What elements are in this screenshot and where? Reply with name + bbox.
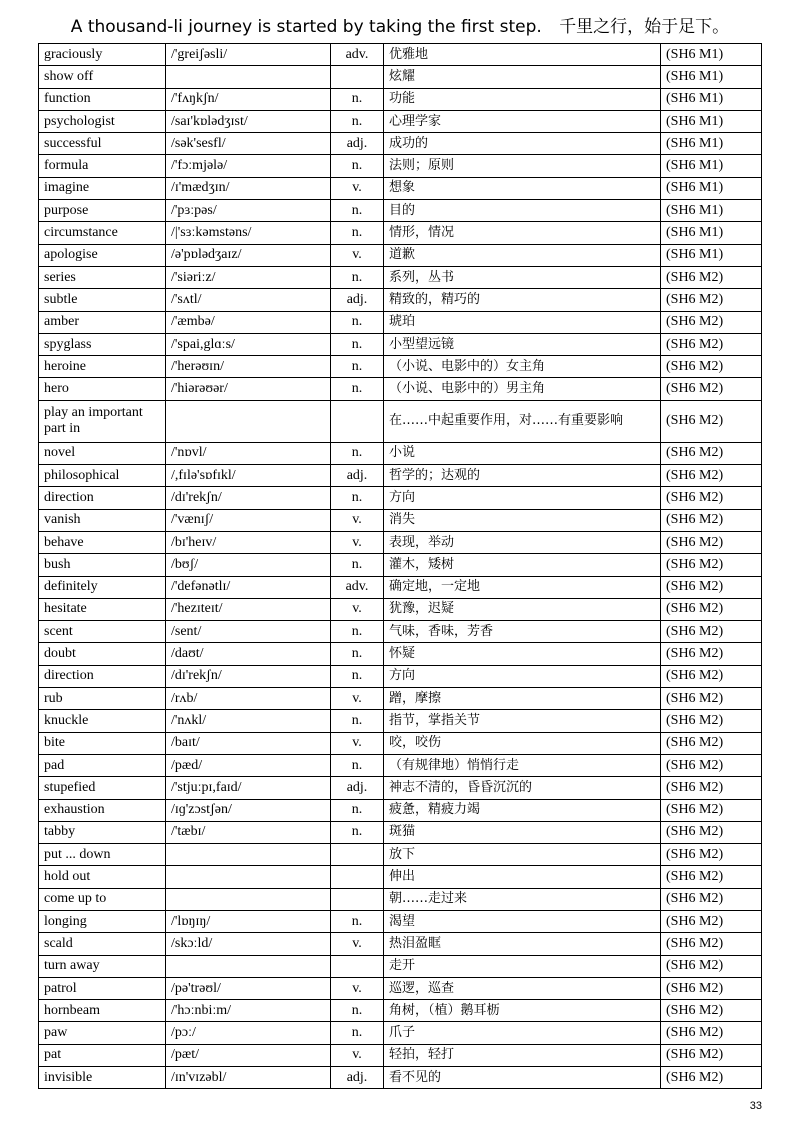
vocab-part-of-speech [331,400,384,442]
vocab-phonetic: /ɪɡ'zɔstʃən/ [166,799,331,821]
vocab-part-of-speech: n. [331,754,384,776]
vocab-unit: (SH6 M2) [661,977,762,999]
vocab-word: paw [39,1022,166,1044]
vocab-unit: (SH6 M2) [661,509,762,531]
vocab-meaning: 巡逻，巡查 [384,977,661,999]
vocab-unit: (SH6 M2) [661,266,762,288]
vocab-word: hornbeam [39,1000,166,1022]
table-row [39,665,762,687]
vocab-meaning: 指节，掌指关节 [384,710,661,732]
table-row [39,554,762,576]
vocab-unit: (SH6 M2) [661,289,762,311]
vocab-phonetic: /'siəriːz/ [166,266,331,288]
table-row [39,576,762,598]
table-row [39,866,762,888]
vocab-meaning: （小说、电影中的）男主角 [384,378,661,400]
vocab-phonetic [166,400,331,442]
vocab-phonetic: /'hiərəʊər/ [166,378,331,400]
vocab-phonetic: /pɔː/ [166,1022,331,1044]
vocab-unit: (SH6 M2) [661,910,762,932]
vocab-unit: (SH6 M2) [661,400,762,442]
vocab-word: rub [39,688,166,710]
table-row [39,110,762,132]
vocab-meaning: （小说、电影中的）女主角 [384,356,661,378]
vocab-part-of-speech: n. [331,110,384,132]
vocabulary-table-body [39,44,762,1089]
vocab-meaning: 小型望远镜 [384,333,661,355]
vocab-part-of-speech: n. [331,643,384,665]
vocab-word: function [39,88,166,110]
table-row [39,66,762,88]
vocab-meaning: 系列，丛书 [384,266,661,288]
vocab-part-of-speech: n. [331,487,384,509]
vocab-word: turn away [39,955,166,977]
vocab-meaning: 角树，（植）鹅耳枥 [384,1000,661,1022]
vocab-word: patrol [39,977,166,999]
vocab-unit: (SH6 M2) [661,1022,762,1044]
vocab-unit: (SH6 M2) [661,844,762,866]
vocab-phonetic: /dɪ'rekʃn/ [166,487,331,509]
table-row [39,509,762,531]
header-proverb-english: A thousand-li journey is started by taking the first step. [70,17,542,37]
vocab-part-of-speech: n. [331,311,384,333]
vocab-phonetic: /'fʌŋkʃn/ [166,88,331,110]
vocab-word: series [39,266,166,288]
vocab-unit: (SH6 M2) [661,554,762,576]
vocab-part-of-speech: v. [331,598,384,620]
vocab-word: direction [39,487,166,509]
vocab-phonetic: /'tæbɪ/ [166,821,331,843]
vocab-phonetic: /'sʌtl/ [166,289,331,311]
vocab-phonetic: /skɔːld/ [166,933,331,955]
table-row [39,621,762,643]
vocab-unit: (SH6 M2) [661,576,762,598]
vocab-part-of-speech: adj. [331,289,384,311]
table-row [39,955,762,977]
vocab-unit: (SH6 M2) [661,465,762,487]
vocab-part-of-speech: adj. [331,465,384,487]
vocab-word: tabby [39,821,166,843]
vocab-meaning: 想象 [384,177,661,199]
vocab-word: amber [39,311,166,333]
vocab-word: definitely [39,576,166,598]
vocab-meaning: 犹豫，迟疑 [384,598,661,620]
vocab-unit: (SH6 M2) [661,888,762,910]
table-row [39,311,762,333]
vocab-phonetic [166,844,331,866]
vocab-phonetic: /'æmbə/ [166,311,331,333]
vocab-word: graciously [39,44,166,66]
vocab-word: hero [39,378,166,400]
vocab-phonetic: /|'sɜːkəmstəns/ [166,222,331,244]
vocab-meaning: 功能 [384,88,661,110]
vocab-word: pad [39,754,166,776]
vocab-word: subtle [39,289,166,311]
table-row [39,777,762,799]
vocab-unit: (SH6 M2) [661,732,762,754]
vocab-word: put ... down [39,844,166,866]
vocab-unit: (SH6 M1) [661,200,762,222]
table-row [39,821,762,843]
vocab-unit: (SH6 M2) [661,531,762,553]
vocab-word: longing [39,910,166,932]
vocab-word: come up to [39,888,166,910]
vocab-unit: (SH6 M1) [661,244,762,266]
vocab-part-of-speech [331,866,384,888]
vocab-word: stupefied [39,777,166,799]
vocab-unit: (SH6 M2) [661,356,762,378]
vocab-part-of-speech: v. [331,1044,384,1066]
vocab-unit: (SH6 M2) [661,777,762,799]
vocab-unit: (SH6 M1) [661,177,762,199]
vocab-meaning: 成功的 [384,133,661,155]
vocab-phonetic: /'vænɪʃ/ [166,509,331,531]
vocab-phonetic: /sent/ [166,621,331,643]
table-row [39,1022,762,1044]
vocab-unit: (SH6 M2) [661,1000,762,1022]
vocab-unit: (SH6 M2) [661,442,762,464]
vocab-meaning: 疲惫，精疲力竭 [384,799,661,821]
vocab-part-of-speech: n. [331,821,384,843]
vocab-phonetic: /'spai,glɑːs/ [166,333,331,355]
vocab-meaning: 看不见的 [384,1067,661,1089]
vocab-phonetic: /pə'trəʊl/ [166,977,331,999]
table-row [39,933,762,955]
vocab-word: show off [39,66,166,88]
table-row [39,155,762,177]
table-row [39,598,762,620]
table-row [39,356,762,378]
vocabulary-table [38,43,762,1089]
vocab-part-of-speech: n. [331,554,384,576]
vocab-part-of-speech: n. [331,222,384,244]
vocab-part-of-speech [331,844,384,866]
vocab-part-of-speech: v. [331,933,384,955]
vocab-meaning: 心理学家 [384,110,661,132]
table-row [39,977,762,999]
table-row [39,910,762,932]
table-row [39,133,762,155]
vocab-meaning: 情形，情况 [384,222,661,244]
vocab-word: direction [39,665,166,687]
vocab-unit: (SH6 M2) [661,754,762,776]
table-row [39,88,762,110]
table-row [39,1067,762,1089]
vocab-phonetic: /saɪ'kɒlədʒɪst/ [166,110,331,132]
table-row [39,531,762,553]
vocab-unit: (SH6 M1) [661,222,762,244]
vocab-meaning: 渴望 [384,910,661,932]
vocab-part-of-speech: adj. [331,133,384,155]
vocab-word: heroine [39,356,166,378]
vocab-word: knuckle [39,710,166,732]
vocab-word: philosophical [39,465,166,487]
vocab-part-of-speech: n. [331,1000,384,1022]
vocab-unit: (SH6 M1) [661,88,762,110]
vocab-word: psychologist [39,110,166,132]
table-row [39,442,762,464]
vocab-meaning: 表现，举动 [384,531,661,553]
vocab-part-of-speech: v. [331,977,384,999]
vocab-part-of-speech: n. [331,155,384,177]
vocab-meaning: 目的 [384,200,661,222]
vocab-unit: (SH6 M2) [661,643,762,665]
vocab-unit: (SH6 M1) [661,110,762,132]
vocab-part-of-speech: n. [331,710,384,732]
table-row [39,1000,762,1022]
table-row [39,465,762,487]
vocab-meaning: 方向 [384,487,661,509]
vocab-part-of-speech: adv. [331,576,384,598]
vocab-unit: (SH6 M2) [661,378,762,400]
vocab-word: exhaustion [39,799,166,821]
vocab-word: novel [39,442,166,464]
vocabulary-table-wrapper [38,43,762,1089]
vocab-meaning: 爪子 [384,1022,661,1044]
table-row [39,799,762,821]
vocab-meaning: 伸出 [384,866,661,888]
vocab-meaning: 走开 [384,955,661,977]
vocab-unit: (SH6 M2) [661,866,762,888]
vocab-phonetic: /bɪ'heɪv/ [166,531,331,553]
vocab-phonetic: /'defənətlɪ/ [166,576,331,598]
vocab-phonetic: /ɪ'mædʒɪn/ [166,177,331,199]
vocab-phonetic: /'hɔːnbiːm/ [166,1000,331,1022]
table-row [39,44,762,66]
vocab-meaning: 神志不清的，昏昏沉沉的 [384,777,661,799]
vocab-meaning: 朝……走过来 [384,888,661,910]
vocab-meaning: （有规律地）悄悄行走 [384,754,661,776]
table-row [39,222,762,244]
vocab-unit: (SH6 M1) [661,44,762,66]
vocab-meaning: 消失 [384,509,661,531]
vocab-word: hold out [39,866,166,888]
vocab-phonetic [166,66,331,88]
vocab-part-of-speech: v. [331,732,384,754]
vocab-unit: (SH6 M2) [661,598,762,620]
vocab-meaning: 小说 [384,442,661,464]
vocab-word: imagine [39,177,166,199]
table-row [39,400,762,442]
vocab-part-of-speech: n. [331,1022,384,1044]
vocab-phonetic: /'lɒŋɪŋ/ [166,910,331,932]
vocab-part-of-speech: n. [331,266,384,288]
table-row [39,754,762,776]
vocab-word: vanish [39,509,166,531]
vocab-unit: (SH6 M2) [661,665,762,687]
vocab-part-of-speech: n. [331,200,384,222]
vocab-meaning: 在……中起重要作用，对……有重要影响 [384,400,661,442]
vocab-part-of-speech: v. [331,177,384,199]
vocab-phonetic: /bʊʃ/ [166,554,331,576]
vocab-phonetic: /,fɪlə'sɒfɪkl/ [166,465,331,487]
vocab-meaning: 精致的，精巧的 [384,289,661,311]
vocab-unit: (SH6 M2) [661,333,762,355]
vocab-unit: (SH6 M2) [661,933,762,955]
vocab-meaning: 道歉 [384,244,661,266]
table-row [39,710,762,732]
table-row [39,487,762,509]
vocab-phonetic: /baɪt/ [166,732,331,754]
vocab-part-of-speech [331,888,384,910]
vocab-unit: (SH6 M2) [661,821,762,843]
vocab-phonetic [166,866,331,888]
vocab-word: scald [39,933,166,955]
vocab-phonetic: /dɪ'rekʃn/ [166,665,331,687]
vocab-meaning: 咬，咬伤 [384,732,661,754]
vocab-word: spyglass [39,333,166,355]
vocab-phonetic: /'pɜːpəs/ [166,200,331,222]
table-row [39,378,762,400]
vocab-unit: (SH6 M2) [661,955,762,977]
vocab-unit: (SH6 M2) [661,621,762,643]
vocab-part-of-speech: n. [331,356,384,378]
vocab-phonetic: /sək'sesfl/ [166,133,331,155]
vocab-part-of-speech: n. [331,88,384,110]
vocab-word: behave [39,531,166,553]
vocab-phonetic: /'nɒvl/ [166,442,331,464]
vocab-part-of-speech: n. [331,799,384,821]
header-proverb-chinese: 千里之行，始于足下。 [559,17,730,37]
vocab-part-of-speech [331,955,384,977]
page-number: 33 [749,1100,762,1112]
vocab-unit: (SH6 M2) [661,311,762,333]
vocab-unit: (SH6 M2) [661,688,762,710]
vocab-meaning: 怀疑 [384,643,661,665]
vocab-meaning: 优雅地 [384,44,661,66]
vocab-part-of-speech: adv. [331,44,384,66]
table-row [39,244,762,266]
table-row [39,177,762,199]
table-row [39,200,762,222]
vocab-meaning: 放下 [384,844,661,866]
vocab-word: doubt [39,643,166,665]
table-row [39,1044,762,1066]
table-row [39,289,762,311]
vocab-meaning: 哲学的；达观的 [384,465,661,487]
vocab-phonetic: /pæd/ [166,754,331,776]
vocab-meaning: 气味，香味，芳香 [384,621,661,643]
page-header [0,12,800,37]
vocab-part-of-speech: n. [331,333,384,355]
vocab-phonetic: /ɪn'vɪzəbl/ [166,1067,331,1089]
table-row [39,732,762,754]
vocab-phonetic: /'nʌkl/ [166,710,331,732]
vocab-part-of-speech: n. [331,378,384,400]
vocab-word: invisible [39,1067,166,1089]
vocab-meaning: 琥珀 [384,311,661,333]
vocab-unit: (SH6 M2) [661,1067,762,1089]
vocab-part-of-speech: v. [331,244,384,266]
vocab-meaning: 确定地，一定地 [384,576,661,598]
vocab-unit: (SH6 M2) [661,1044,762,1066]
vocab-meaning: 法则；原则 [384,155,661,177]
vocab-part-of-speech: adj. [331,1067,384,1089]
table-row [39,688,762,710]
vocab-part-of-speech: n. [331,621,384,643]
vocab-word: purpose [39,200,166,222]
vocab-phonetic: /ə'pɒlədʒaɪz/ [166,244,331,266]
vocab-word: formula [39,155,166,177]
vocab-unit: (SH6 M2) [661,487,762,509]
vocab-part-of-speech [331,66,384,88]
table-row [39,266,762,288]
vocab-phonetic: /'fɔːmjələ/ [166,155,331,177]
vocab-phonetic: /'herəʊɪn/ [166,356,331,378]
vocab-phonetic: /'hezɪteɪt/ [166,598,331,620]
vocab-meaning: 方向 [384,665,661,687]
table-row [39,333,762,355]
vocab-part-of-speech: n. [331,910,384,932]
vocab-part-of-speech: adj. [331,777,384,799]
vocab-word: play an important part in [39,400,166,442]
vocab-phonetic [166,955,331,977]
vocab-unit: (SH6 M1) [661,66,762,88]
vocab-phonetic: /'greiʃəsli/ [166,44,331,66]
vocab-part-of-speech: v. [331,509,384,531]
vocab-word: bush [39,554,166,576]
vocab-word: pat [39,1044,166,1066]
vocab-part-of-speech: n. [331,665,384,687]
vocab-unit: (SH6 M2) [661,799,762,821]
vocab-unit: (SH6 M1) [661,133,762,155]
vocab-word: apologise [39,244,166,266]
vocab-phonetic: /daʊt/ [166,643,331,665]
table-row [39,888,762,910]
table-row [39,844,762,866]
vocab-part-of-speech: n. [331,442,384,464]
table-row [39,643,762,665]
vocab-meaning: 热泪盈眶 [384,933,661,955]
vocab-part-of-speech: v. [331,688,384,710]
vocab-word: successful [39,133,166,155]
vocab-meaning: 轻拍，轻打 [384,1044,661,1066]
vocab-word: circumstance [39,222,166,244]
vocab-unit: (SH6 M1) [661,155,762,177]
vocab-meaning: 灌木，矮树 [384,554,661,576]
vocab-phonetic [166,888,331,910]
vocab-meaning: 炫耀 [384,66,661,88]
vocab-word: hesitate [39,598,166,620]
vocab-meaning: 斑猫 [384,821,661,843]
vocab-part-of-speech: v. [331,531,384,553]
vocab-word: scent [39,621,166,643]
vocab-phonetic: /pæt/ [166,1044,331,1066]
vocab-phonetic: /rʌb/ [166,688,331,710]
vocab-word: bite [39,732,166,754]
vocab-phonetic: /'stjuːpɪ,faɪd/ [166,777,331,799]
vocab-unit: (SH6 M2) [661,710,762,732]
vocab-meaning: 蹭，摩擦 [384,688,661,710]
